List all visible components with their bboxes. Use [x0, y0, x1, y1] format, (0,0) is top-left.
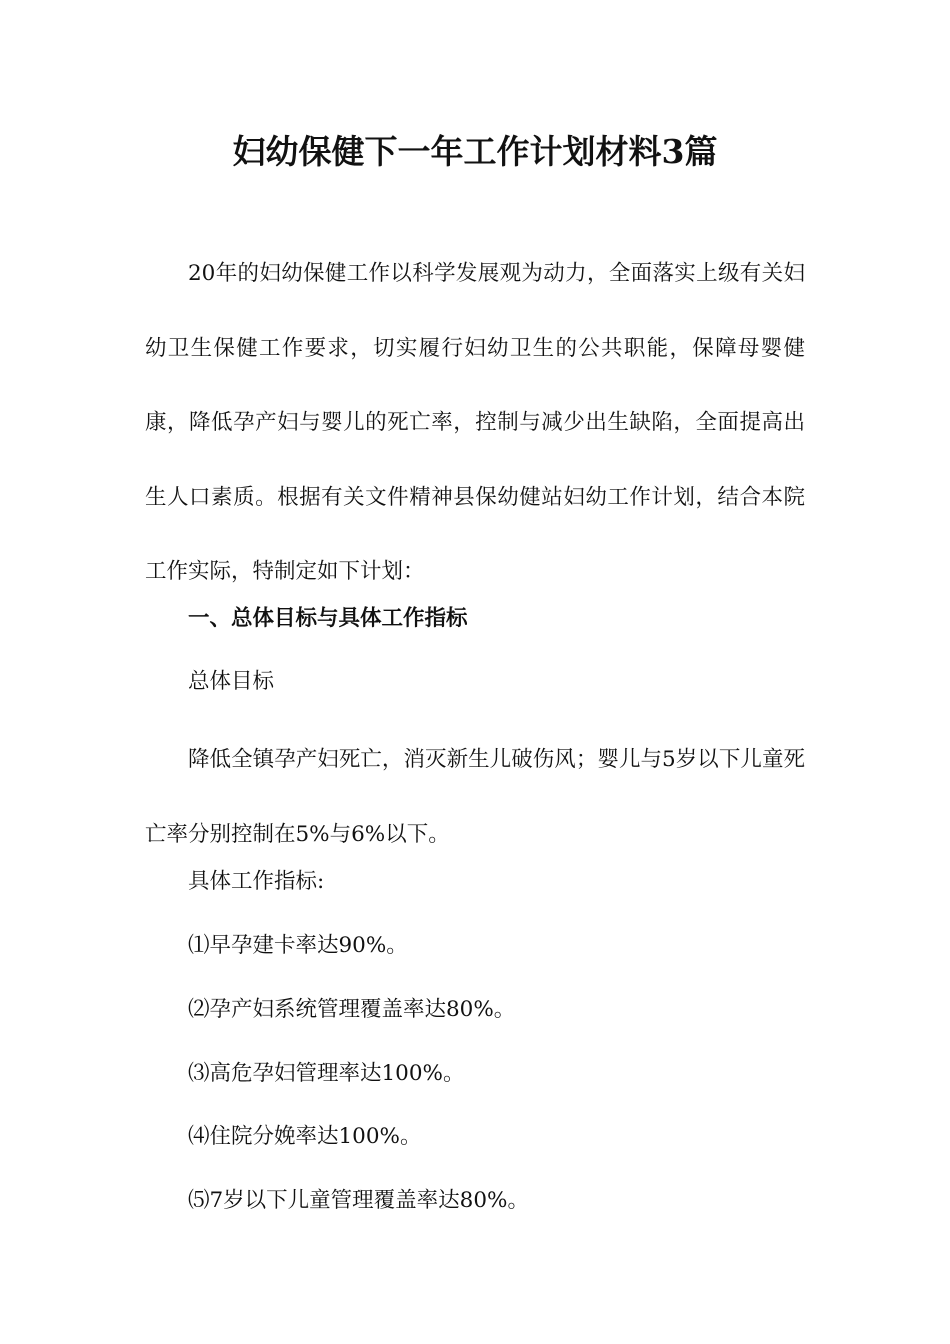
section-heading: 一、总体目标与具体工作指标 — [188, 606, 468, 631]
indicators-label: 具体工作指标: — [188, 869, 325, 894]
intro-paragraph: 20年的妇幼保健工作以科学发展观为动力，全面落实上级有关妇幼卫生保健工作要求，切实履行妇幼卫生的公共职能，保障母婴健康，降低孕产妇与婴儿的死亡率，控制与减少出生缺陷，全面提高出生人口素质。根据有关文件精神县保幼健站妇幼工作计划，结合本院工作实际，特制定如下计划： — [145, 261, 805, 584]
indicator-item: ⑴早孕建卡率达90%。 — [188, 933, 408, 958]
indicator-item: ⑵孕产妇系统管理覆盖率达80%。 — [188, 997, 516, 1022]
overall-goal-label: 总体目标 — [188, 669, 275, 694]
indicator-item: ⑶高危孕妇管理率达100%。 — [188, 1061, 465, 1086]
indicator-item: ⑷住院分娩率达100%。 — [188, 1124, 422, 1149]
overall-goal-paragraph: 降低全镇孕产妇死亡，消灭新生儿破伤风；婴儿与5岁以下儿童死亡率分别控制在5%与6%以下。 — [145, 747, 805, 847]
document-title: 妇幼保健下一年工作计划材料3篇 — [232, 132, 718, 171]
indicator-item: ⑸7岁以下儿童管理覆盖率达80%。 — [188, 1188, 529, 1213]
